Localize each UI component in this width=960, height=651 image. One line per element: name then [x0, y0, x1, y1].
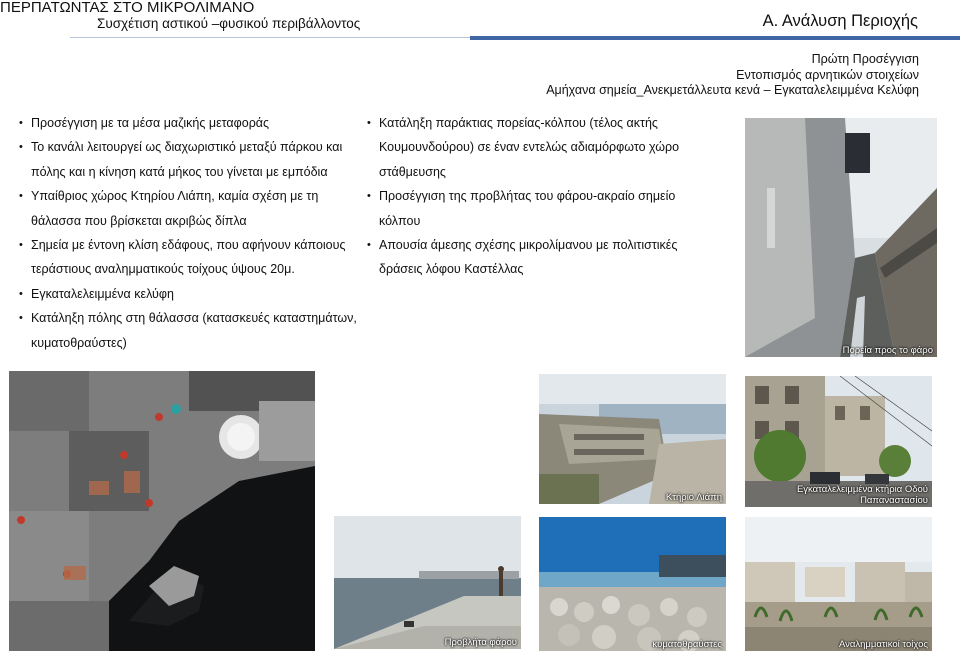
- photo-caption: Πορεία προς το φάρο: [842, 345, 933, 356]
- photo-retaining-walls: [745, 517, 932, 651]
- photo-caption: Εγκαταλελειμμένα κτήρια Οδού Παπαναστασίου: [796, 484, 928, 506]
- breakwater-image: [539, 517, 726, 651]
- bullet-item: • Κατάληξη πόλης στη θάλασσα (κατασκευές καταστημάτων, κυματοθραύστες): [19, 306, 364, 355]
- bullet-item: • Προσέγγιση της προβλήτας του φάρου-ακραίο σημείο κόλπου: [367, 184, 712, 233]
- right-bullet-list: [367, 111, 712, 282]
- photo-caption: Αναλημματικοί τοίχος: [838, 639, 928, 650]
- bullet-item: • Σημεία με έντονη κλίση εδάφους, που αφήνουν κάποιους τεράστιους αναλημματικούς τοίχους ύψους 20μ.: [19, 233, 364, 282]
- photo-liapi-building: [539, 374, 726, 504]
- bullet-item: • Εγκαταλελειμμένα κελύφη: [19, 282, 364, 306]
- path-image: [745, 118, 937, 357]
- bullet-item: • Υπαίθριος χώρος Κτηρίου Λιάπη, καμία σχέση με τη θάλασσα που βρίσκεται ακριβώς δίπλα: [19, 184, 364, 233]
- photo-caption: Προβλήτα φάρου: [444, 637, 517, 648]
- aerial-image: [9, 371, 315, 651]
- photo-abandoned-buildings: [745, 376, 932, 507]
- bullet-item: • Κατάληξη παράκτιας πορείας-κόλπου (τέλος ακτής Κουμουνδούρου) σε έναν εντελώς αδιαμόρφωτο χώρο στάθμευσης: [367, 111, 712, 184]
- summary-line-1: Πρώτη Προσέγγιση: [811, 52, 919, 66]
- photo-breakwaters: [539, 517, 726, 651]
- summary-line-3: Αμήχανα σημεία_Ανεκμετάλλευτα κενά – Εγκαταλελειμμένα Κελύφη: [546, 83, 919, 97]
- summary-block: [546, 52, 919, 99]
- page-title: ΠΕΡΠΑΤΩΝΤΑΣ ΣΤΟ ΜΙΚΡΟΛΙΜΑΝΟ: [0, 0, 255, 16]
- photo-caption: κυματοθραύστες: [652, 639, 722, 650]
- pier-image: [334, 516, 521, 649]
- left-bullet-list: [19, 111, 364, 355]
- photo-lighthouse-pier: [334, 516, 521, 649]
- aerial-photo: [9, 371, 315, 651]
- summary-line-2: Εντοπισμός αρνητικών στοιχείων: [736, 67, 919, 82]
- header-rule-accent: [470, 36, 960, 40]
- bullet-item: • Το κανάλι λειτουργεί ως διαχωριστικό μεταξύ πάρκου και πόλης και η κίνηση κατά μήκος του γίνεται με εμπόδια: [19, 135, 364, 184]
- page-subtitle: Συσχέτιση αστικού –φυσικού περιβάλλοντος: [97, 16, 361, 31]
- bullet-item: • Απουσία άμεσης σχέσης μικρολίμανου με πολιτιστικές δράσεις λόφου Καστέλλας: [367, 233, 712, 282]
- liapi-image: [539, 374, 726, 504]
- photo-caption: Κτήριο Λιάπη: [665, 492, 722, 503]
- section-heading: Α. Ανάλυση Περιοχής: [762, 12, 918, 30]
- bullet-item: • Προσέγγιση με τα μέσα μαζικής μεταφοράς: [19, 111, 364, 135]
- walls-image: [745, 517, 932, 651]
- photo-path-to-lighthouse: [745, 118, 937, 357]
